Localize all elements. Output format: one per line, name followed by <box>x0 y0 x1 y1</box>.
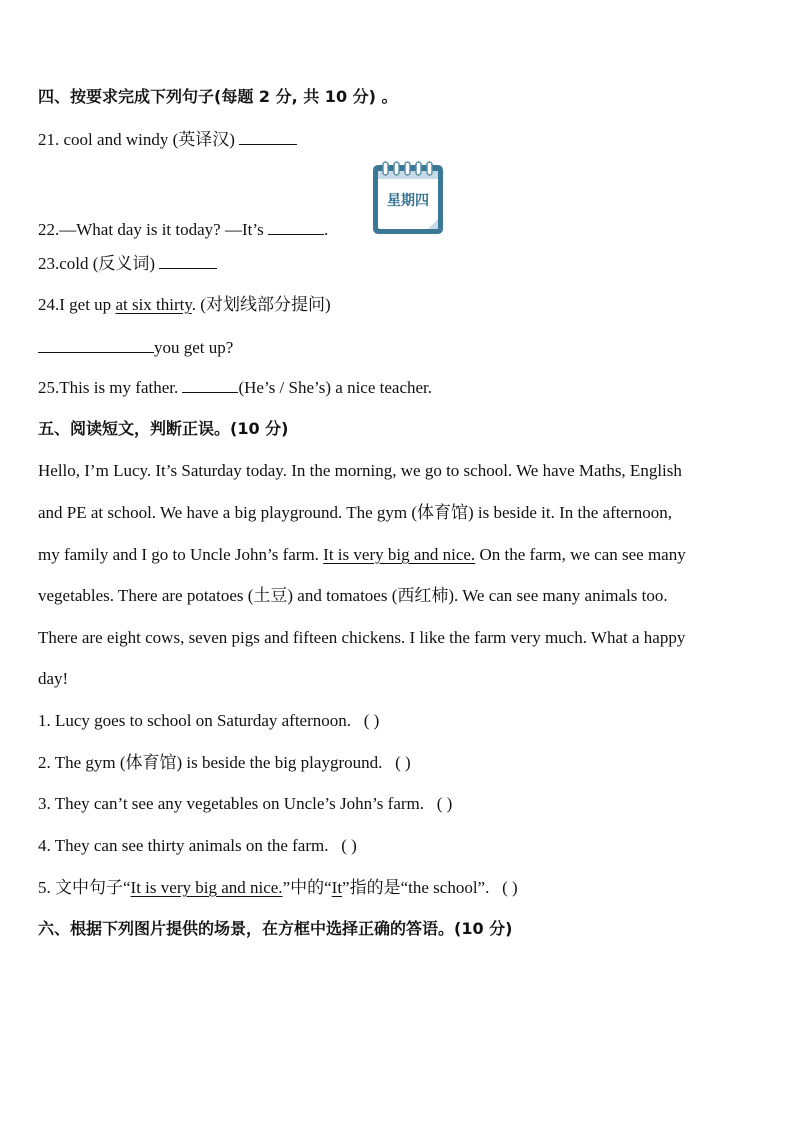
question-23 <box>38 253 217 275</box>
true-false-item <box>38 710 379 732</box>
true-false-item <box>38 835 357 857</box>
answer-blank[interactable] <box>182 378 238 393</box>
question-number: 22. <box>38 220 60 239</box>
item-text: 2. The gym (体育馆) is beside the big playground. <box>38 753 383 772</box>
question-number: 23. <box>38 254 60 273</box>
true-false-item <box>38 877 518 899</box>
question-21 <box>38 129 297 151</box>
underlined-sentence: It is very big and nice. <box>323 545 476 564</box>
passage-line: vegetables. There are potatoes (土豆) and tomatoes (西红柿). We can see many animals too. <box>38 586 668 605</box>
true-false-item <box>38 752 411 774</box>
answer-parentheses[interactable]: ( ) <box>363 711 380 730</box>
question-number: 21. <box>38 130 60 149</box>
section5-heading: 五、阅读短文，判断正误。(10 分) <box>38 419 289 438</box>
question-text: This is my father. <box>59 378 183 397</box>
passage-line: and PE at school. We have a big playground. The gym (体育馆) is beside it. In the afternoon, <box>38 503 672 522</box>
question-24 <box>38 294 331 316</box>
true-false-item <box>38 793 452 815</box>
question-text-end: (He’s / She’s) a nice teacher. <box>238 378 433 397</box>
passage-text: my family and I go to Uncle John’s farm. <box>38 545 324 564</box>
passage-line: There are eight cows, seven pigs and fifteen chickens. I like the farm very much. What a happy <box>38 628 686 647</box>
answer-parentheses[interactable]: ( ) <box>436 794 453 813</box>
question-text: cold (反义词) <box>59 254 160 273</box>
underlined-word: It <box>331 878 343 897</box>
question-number: 24. <box>38 295 60 314</box>
passage-line: day! <box>38 669 69 688</box>
answer-parentheses[interactable]: ( ) <box>341 836 357 855</box>
calendar-icon <box>372 161 444 235</box>
item-text: 3. They can’t see any vegetables on Uncle’s John’s farm. <box>38 794 425 813</box>
item-text: 5. 文中句子“ <box>38 878 131 897</box>
question-text: cool and windy (英译汉) <box>59 130 240 149</box>
question-24-answer-line <box>38 337 233 359</box>
item-text: ”中的“ <box>282 878 332 897</box>
passage-text: On the farm, we can see many <box>475 545 686 564</box>
passage-line <box>38 544 758 566</box>
section6-heading: 六、根据下列图片提供的场景，在方框中选择正确的答语。(10 分) <box>38 919 513 938</box>
item-text: ”指的是“the school”. <box>342 878 490 897</box>
answer-blank[interactable] <box>159 254 217 269</box>
question-22 <box>38 219 328 241</box>
question-text: —What day is it today? —It’s <box>59 220 268 239</box>
question-text: I get up <box>59 295 116 314</box>
underlined-phrase: at six thirty <box>115 295 192 314</box>
section4-heading: 四、按要求完成下列句子(每题 2 分, 共 10 分) 。 <box>38 87 398 106</box>
question-end: . <box>323 220 329 239</box>
answer-parentheses[interactable]: ( ) <box>395 753 411 772</box>
item-text: 1. Lucy goes to school on Saturday afternoon. <box>38 711 352 730</box>
question-text: you get up? <box>154 338 234 357</box>
question-25 <box>38 377 432 399</box>
calendar-label: 星期四 <box>387 193 429 209</box>
question-number: 25. <box>38 378 60 397</box>
underlined-sentence: It is very big and nice. <box>130 878 283 897</box>
question-instruction: . (对划线部分提问) <box>191 295 331 314</box>
answer-parentheses[interactable]: ( ) <box>502 878 518 897</box>
passage-line: Hello, I’m Lucy. It’s Saturday today. In the morning, we go to school. We have Maths, English <box>38 461 682 480</box>
item-text: 4. They can see thirty animals on the farm. <box>38 836 329 855</box>
answer-blank[interactable] <box>38 338 154 353</box>
answer-blank[interactable] <box>239 130 297 145</box>
answer-blank[interactable] <box>268 220 324 235</box>
